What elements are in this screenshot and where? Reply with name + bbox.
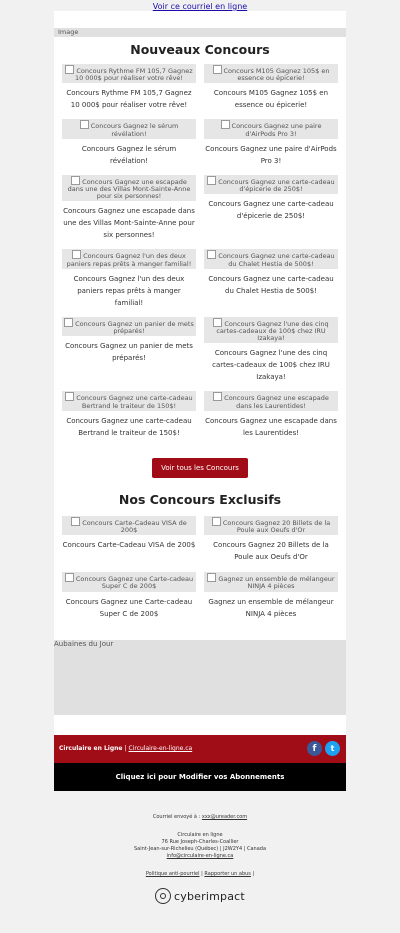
org-city: Saint-Jean-sur-Richelieu (Québec) | J2W2Y4 | Canada bbox=[133, 846, 267, 852]
footer-brand-name: Circulaire en Ligne bbox=[59, 745, 123, 753]
contest-card[interactable] bbox=[62, 249, 196, 308]
contest-text[interactable]: Concours Gagnez 20 Billets de la Poule aux Oeufs d'Or bbox=[213, 541, 329, 562]
contest-grid-new bbox=[54, 64, 346, 439]
contest-card[interactable] bbox=[204, 119, 338, 166]
contest-image[interactable]: Concours Gagnez une Carte-cadeau Super C de 200$ bbox=[62, 572, 196, 591]
contest-text[interactable]: Concours Gagnez une carte-cadeau Bertrand le traiteur de 150$! bbox=[66, 416, 192, 437]
contest-card[interactable] bbox=[62, 516, 196, 563]
twitter-icon[interactable] bbox=[325, 741, 340, 756]
report-abuse-link[interactable]: Rapporter un abus bbox=[204, 871, 251, 877]
sent-to-line bbox=[0, 814, 400, 821]
contest-text[interactable]: Concours Carte-Cadeau VISA de 200$ bbox=[62, 541, 196, 550]
org-name: Circulaire en ligne bbox=[177, 832, 223, 838]
contest-card[interactable] bbox=[62, 317, 196, 384]
cyberimpact-brand[interactable] bbox=[0, 888, 400, 904]
contest-image[interactable]: Concours Gagnez une paire d'AirPods Pro 3! bbox=[204, 119, 338, 138]
legal-sep-2: | bbox=[252, 871, 255, 877]
contest-card[interactable] bbox=[204, 64, 338, 111]
footer-separator: | bbox=[124, 745, 127, 753]
contest-image[interactable]: Concours Gagnez l'un des deux paniers repas prêts à manger familial! bbox=[62, 249, 196, 268]
contest-card[interactable] bbox=[62, 119, 196, 166]
contest-text[interactable]: Concours Gagnez une carte-cadeau d'épicerie de 250$! bbox=[208, 200, 334, 221]
banner-image bbox=[54, 28, 346, 37]
contest-text[interactable]: Concours Gagnez l'une des cinq cartes-cadeaux de 100$ chez IRU Izakaya! bbox=[212, 349, 330, 382]
org-email[interactable]: info@circulaire-en-ligne.ca bbox=[166, 853, 234, 859]
contest-text[interactable]: Concours Gagnez une Carte-cadeau Super C de 200$ bbox=[65, 597, 193, 618]
contest-text[interactable]: Concours Gagnez une escapade dans une des Villas Mont-Sainte-Anne pour six personnes! bbox=[63, 207, 195, 240]
contest-image[interactable]: Concours Gagnez une escapade dans les Laurentides! bbox=[204, 391, 338, 410]
email-container bbox=[54, 11, 346, 791]
twitter-glyph: t bbox=[330, 744, 335, 754]
antispam-policy-link[interactable]: Politique anti-pourriel bbox=[145, 871, 200, 877]
contest-text[interactable]: Concours Gagnez un panier de mets préparés! bbox=[65, 342, 193, 363]
manage-subscriptions-link[interactable]: Cliquez ici pour Modifier vos Abonnements bbox=[54, 763, 346, 791]
footer-brand-bar bbox=[54, 735, 346, 763]
contest-text[interactable]: Concours Rythme FM 105,7 Gagnez 10 000$ pour réaliser votre rêve! bbox=[66, 89, 192, 110]
contest-card[interactable] bbox=[204, 317, 338, 384]
banner-image-alt: Image bbox=[58, 28, 79, 36]
contest-text[interactable]: Concours M105 Gagnez 105$ en essence ou épicerie! bbox=[213, 89, 329, 110]
legal-links bbox=[0, 871, 400, 878]
cyberimpact-logo-icon bbox=[155, 888, 171, 904]
contest-image[interactable]: Concours Gagnez le sérum révélation! bbox=[62, 119, 196, 138]
see-all-contests-button[interactable]: Voir tous les Concours bbox=[152, 458, 248, 478]
contest-text[interactable]: Gagnez un ensemble de mélangeur NINJA 4 pièces bbox=[208, 597, 334, 618]
contest-image[interactable]: Concours M105 Gagnez 105$ en essence ou épicerie! bbox=[204, 64, 338, 83]
social-links bbox=[307, 741, 340, 756]
contest-card[interactable] bbox=[62, 391, 196, 438]
legal-sep-1: | bbox=[201, 871, 203, 877]
contest-image[interactable]: Concours Gagnez 20 Billets de la Poule aux Oeufs d'Or bbox=[204, 516, 338, 535]
facebook-icon[interactable] bbox=[307, 741, 322, 756]
contest-text[interactable]: Concours Gagnez une paire d'AirPods Pro 3! bbox=[205, 144, 337, 165]
contest-card[interactable] bbox=[62, 64, 196, 111]
contest-card[interactable] bbox=[62, 175, 196, 242]
contest-card[interactable] bbox=[204, 391, 338, 438]
contest-grid-exclusive bbox=[54, 516, 346, 620]
section-title-nouveaux: Nouveaux Concours bbox=[130, 42, 270, 57]
contest-text[interactable]: Concours Gagnez le sérum révélation! bbox=[81, 144, 177, 165]
contest-image[interactable]: Concours Gagnez une carte-cadeau d'épicerie de 250$! bbox=[204, 175, 338, 194]
daily-deals-image[interactable] bbox=[54, 640, 346, 715]
legal-footer bbox=[0, 814, 400, 904]
footer-site-link[interactable]: Circulaire-en-ligne.ca bbox=[128, 745, 193, 753]
view-online-link[interactable]: Voir ce courriel en ligne bbox=[152, 2, 248, 11]
contest-image[interactable]: Concours Gagnez une escapade dans une des Villas Mont-Sainte-Anne pour six personnes! bbox=[62, 175, 196, 202]
facebook-glyph: f bbox=[312, 743, 317, 754]
contest-image[interactable]: Gagnez un ensemble de mélangeur NINJA 4 pièces bbox=[204, 572, 338, 591]
section-title-exclusifs: Nos Concours Exclusifs bbox=[118, 491, 282, 507]
contest-text[interactable]: Concours Gagnez une carte-cadeau du Chalet Hestia de 500$! bbox=[208, 274, 334, 295]
contest-image[interactable]: Concours Gagnez un panier de mets préparés! bbox=[62, 317, 196, 336]
contest-card[interactable] bbox=[62, 572, 196, 619]
sent-to-email[interactable]: xxx@ureader.com bbox=[201, 814, 248, 820]
contest-image[interactable]: Concours Gagnez une carte-cadeau Bertrand le traiteur de 150$! bbox=[62, 391, 196, 410]
contest-text[interactable]: Concours Gagnez l'un des deux paniers repas prêts à manger familial! bbox=[73, 274, 185, 307]
contest-image[interactable]: Concours Gagnez une carte-cadeau du Chalet Hestia de 500$! bbox=[204, 249, 338, 268]
org-street: 76 Rue Joseph-Charles-Coallier bbox=[161, 839, 239, 845]
sent-to-label: Courriel envoyé à : bbox=[152, 814, 201, 820]
contest-image[interactable]: Concours Gagnez l'une des cinq cartes-cadeaux de 100$ chez IRU Izakaya! bbox=[204, 317, 338, 344]
cyberimpact-wordmark: cyberimpact bbox=[174, 889, 245, 903]
contest-text[interactable]: Concours Gagnez une escapade dans les Laurentides! bbox=[205, 416, 337, 437]
contest-card[interactable] bbox=[204, 249, 338, 308]
contest-card[interactable] bbox=[204, 572, 338, 619]
contest-image[interactable]: Concours Rythme FM 105,7 Gagnez 10 000$ pour réaliser votre rêve! bbox=[62, 64, 196, 83]
daily-deals-alt: Aubaines du Jour bbox=[54, 639, 114, 648]
contest-image[interactable]: Concours Carte-Cadeau VISA de 200$ bbox=[62, 516, 196, 535]
contest-card[interactable] bbox=[204, 516, 338, 563]
contest-card[interactable] bbox=[204, 175, 338, 242]
